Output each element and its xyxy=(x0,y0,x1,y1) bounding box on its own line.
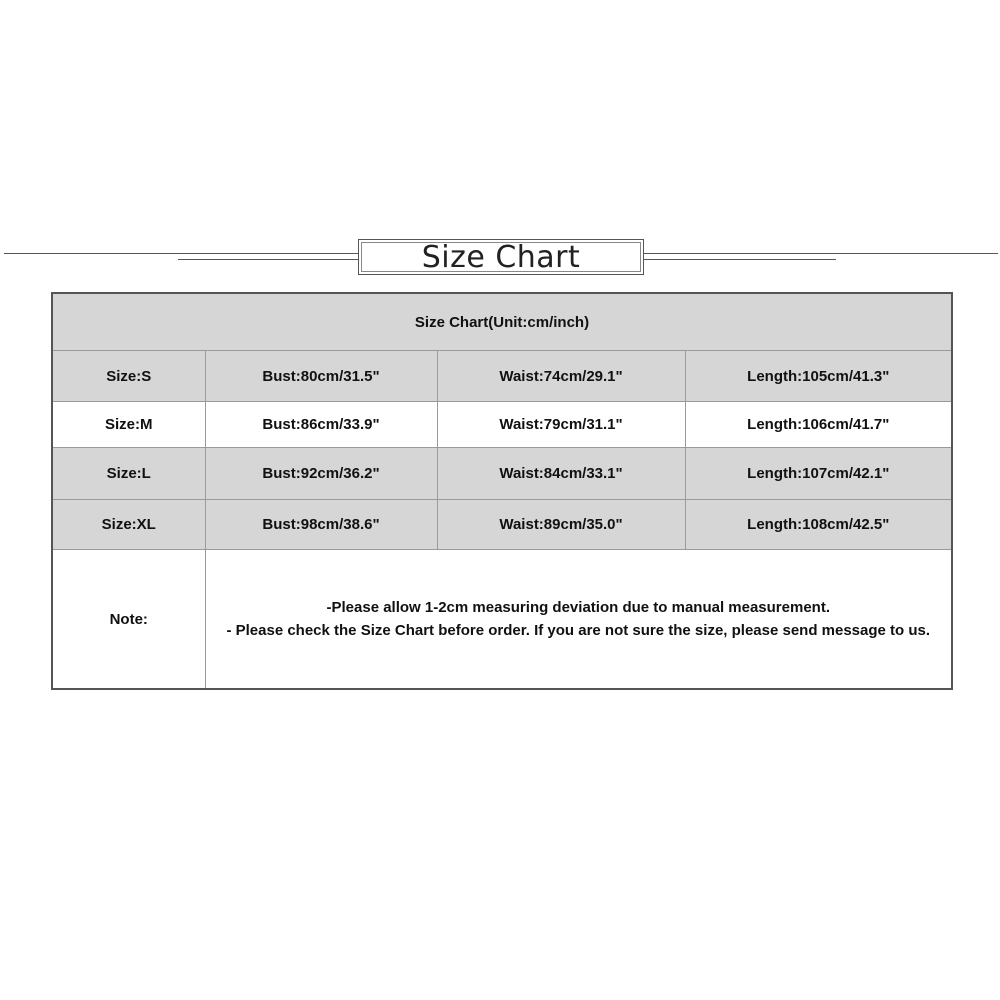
size-cell: Size:M xyxy=(52,402,205,448)
table-row xyxy=(52,448,952,500)
note-line-1: -Please allow 1-2cm measuring deviation due to manual measurement. xyxy=(326,599,830,616)
size-cell: Size:XL xyxy=(52,500,205,550)
bust-cell: Bust:86cm/33.9" xyxy=(205,402,437,448)
table-row xyxy=(52,351,952,402)
length-cell: Length:105cm/41.3" xyxy=(685,351,952,402)
table-caption: Size Chart(Unit:cm/inch) xyxy=(52,293,952,351)
size-cell: Size:S xyxy=(52,351,205,402)
length-cell: Length:108cm/42.5" xyxy=(685,500,952,550)
bust-cell: Bust:92cm/36.2" xyxy=(205,448,437,500)
page-title: Size Chart xyxy=(421,239,581,275)
note-content xyxy=(205,550,952,690)
waist-cell: Waist:84cm/33.1" xyxy=(437,448,685,500)
size-cell: Size:L xyxy=(52,448,205,500)
length-cell: Length:106cm/41.7" xyxy=(685,402,952,448)
note-row xyxy=(52,550,952,690)
waist-cell: Waist:89cm/35.0" xyxy=(437,500,685,550)
waist-cell: Waist:79cm/31.1" xyxy=(437,402,685,448)
bust-cell: Bust:98cm/38.6" xyxy=(205,500,437,550)
table-caption-row xyxy=(52,293,952,351)
note-label: Note: xyxy=(52,550,205,690)
table-row xyxy=(52,500,952,550)
size-chart-table xyxy=(51,292,953,690)
waist-cell: Waist:74cm/29.1" xyxy=(437,351,685,402)
table-row xyxy=(52,402,952,448)
title-box xyxy=(358,239,644,275)
bust-cell: Bust:80cm/31.5" xyxy=(205,351,437,402)
note-line-2: - Please check the Size Chart before order. If you are not sure the size, please send message to us. xyxy=(226,622,931,639)
length-cell: Length:107cm/42.1" xyxy=(685,448,952,500)
